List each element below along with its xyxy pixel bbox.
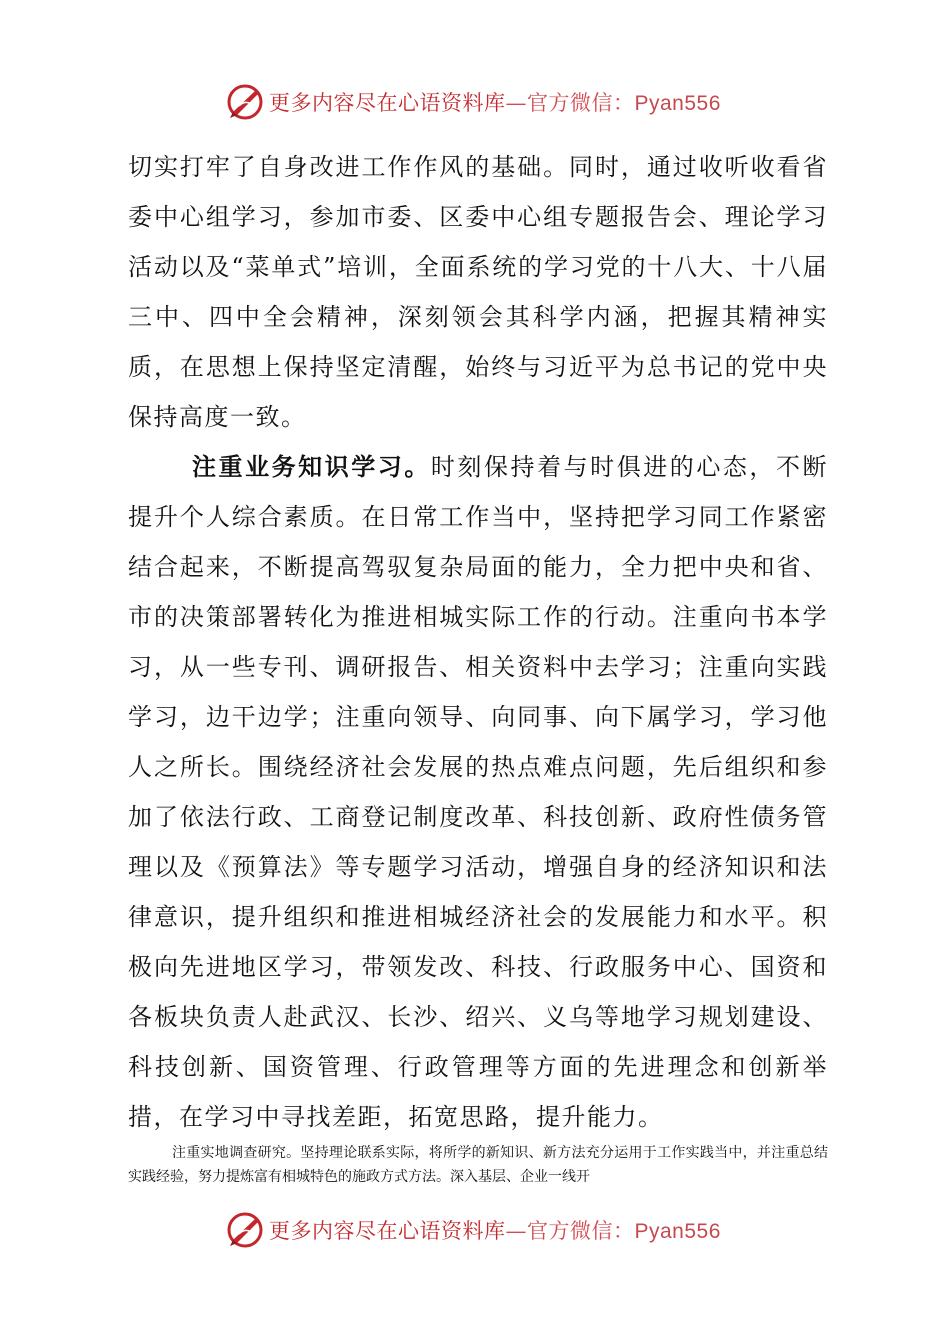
banner-wechat-id: Pyan556 <box>634 92 721 115</box>
footer-banner <box>225 1208 725 1252</box>
paragraph-3: 注重实地调查研究。坚持理论联系实际，将所学的新知识、新方法充分运用于工作实践当中，并注重总结实践经验，努力提炼富有相城特色的施政方式方法。深入基层、企业一线开 <box>128 1145 828 1185</box>
banner-text <box>269 1215 721 1245</box>
paragraph-1: 切实打牢了自身改进工作作风的基础。同时，通过收听收看省委中心组学习，参加市委、区委中心组专题报告会、理论学习活动以及“菜单式”培训，全面系统的学习党的十八大、十八届三中、四中全会精神，深刻领会其科学内涵，把握其精神实质，在思想上保持坚定清醒，始终与习近平为总书记的党中央保持高度一致。 <box>128 153 828 431</box>
paragraph-2 <box>128 442 828 1142</box>
banner-wechat-label: —官方微信： <box>505 1219 635 1243</box>
banner-title: 更多内容尽在心语资料库 <box>269 91 506 115</box>
document-body <box>128 142 828 1142</box>
pen-logo-icon <box>225 1210 265 1250</box>
small-print-section <box>128 1141 828 1189</box>
paragraph-2-body: 时刻保持着与时俱进的心态，不断提升个人综合素质。在日常工作当中，坚持把学习同工作紧密结合起来，不断提高驾驭复杂局面的能力，全力把中央和省、市的决策部署转化为推进相城实际工作的行动。注重向书本学习，从一些专刊、调研报告、相关资料中去学习；注重向实践学习，边干边学；注重向领导、向同事、向下属学习，学习他人之所长。围绕经济社会发展的热点难点问题，先后组织和参加了依法行政、工商登记制度改革、科技创新、政府性债务管理以及《预算法》等专题学习活动，增强自身的经济知识和法律意识，提升组织和推进相城经济社会的发展能力和水平。积极向先进地区学习，带领发改、科技、行政服务中心、国资和各板块负责人赴武汉、长沙、绍兴、义乌等地学习规划建设、科技创新、国资管理、行政管理等方面的先进理念和创新举措，在学习中寻找差距，拓宽思路，提升能力。 <box>128 453 828 1131</box>
paragraph-2-heading: 注重业务知识学习。 <box>192 452 431 481</box>
banner-wechat-label: —官方微信： <box>505 91 635 115</box>
banner-wechat-id: Pyan556 <box>634 1220 721 1243</box>
banner-title: 更多内容尽在心语资料库 <box>269 1219 506 1243</box>
pen-logo-icon <box>225 82 265 122</box>
banner-text <box>269 87 721 117</box>
header-banner <box>225 80 725 124</box>
